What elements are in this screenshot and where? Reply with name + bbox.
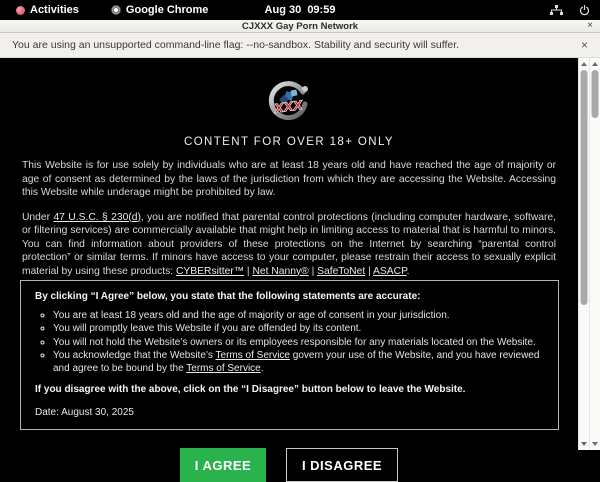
agreement-box: [20, 280, 559, 430]
date-line: Date: August 30, 2025: [35, 406, 134, 418]
asacp-link[interactable]: ASACP: [373, 265, 407, 277]
netnanny-link[interactable]: Net Nanny®: [252, 265, 309, 277]
i-disagree-button[interactable]: I DISAGREE: [286, 448, 398, 482]
network-icon[interactable]: [550, 5, 563, 16]
agreement-item-text: You acknowledge that the Website’s: [53, 350, 216, 361]
parental-control-paragraph: [22, 211, 556, 279]
outer-scrollbar[interactable]: [578, 58, 589, 450]
agreement-item: ◦ You will promptly leave this Website if you are offended by its content.: [53, 323, 544, 336]
p2-text: Under: [22, 211, 54, 223]
link-separator: |: [365, 265, 374, 277]
intro-paragraph: This Website is for use solely by individuals who are at least 18 years old and have reached the age of majority or age of consent as determined by the laws of the jurisdiction from which they are accessing the Website. Accessing this Website while underage might be prohibited by law.: [22, 160, 556, 198]
safetonet-link[interactable]: SafeToNet: [317, 265, 366, 277]
window-title-bar: [0, 20, 600, 33]
p2-text: , you are notified that parental control protections (including computer hardware, software, or filtering services) are commercially available that might help in limiting access to material that is harmful to minors. You can find information about providers of these protections on the Internet by searching “parental control protection” or similar terms. If minors have access to your computer, please restrain their access to sexually explicit material by using these products:: [22, 211, 556, 277]
agreement-list: [37, 310, 544, 376]
agreement-item-text: .: [260, 362, 264, 374]
scroll-down-icon[interactable]: [581, 442, 587, 446]
scrollbar-region: [578, 58, 600, 450]
inner-scrollbar-thumb[interactable]: [592, 70, 599, 118]
p2-text: .: [406, 265, 410, 277]
inner-scrollbar[interactable]: [589, 58, 600, 450]
terms-of-service-link[interactable]: Terms of Service: [215, 350, 290, 361]
infobar-close-icon[interactable]: ×: [580, 38, 588, 52]
cybersitter-link[interactable]: CYBERsitter™: [175, 265, 245, 277]
age-gate-buttons: [0, 448, 578, 482]
terms-of-service-link[interactable]: Terms of Service: [186, 362, 261, 374]
usc-230d-link[interactable]: 47 U.S.C. § 230(d): [53, 211, 141, 223]
scroll-up-icon[interactable]: [581, 62, 587, 66]
infobar-message: You are using an unsupported command-line flag: --no-sandbox. Stability and security will suffer.: [12, 39, 460, 51]
agreement-item: [53, 350, 544, 375]
activities-label: Activities: [30, 4, 79, 16]
scroll-up-icon[interactable]: [592, 62, 598, 66]
site-logo: [267, 80, 311, 129]
link-separator: |: [244, 265, 253, 277]
agreement-item: ◦ You are at least 18 years old and the age of majority or age of consent in your jurisdiction.: [53, 310, 544, 323]
window-title: CJXXX Gay Porn Network: [241, 20, 359, 32]
power-icon[interactable]: [579, 5, 590, 16]
age-gate-heading: CONTENT FOR OVER 18+ ONLY: [184, 136, 394, 148]
app-menu-label: Google Chrome: [125, 4, 209, 16]
disagree-note: If you disagree with the above, click on the “I Disagree” button below to leave the Website.: [35, 384, 466, 395]
i-agree-button[interactable]: I AGREE: [180, 448, 266, 482]
agreement-item: ◦ You will not hold the Website’s owners or its employees responsible for any materials located on the Website.: [53, 337, 544, 350]
agreement-item-text: govern your use of the Website, and you have reviewed and agree to be bound by the: [53, 350, 540, 374]
clock[interactable]: Aug 30 09:59: [264, 4, 336, 16]
system-top-bar: [0, 0, 600, 20]
outer-scrollbar-thumb[interactable]: [581, 70, 588, 305]
chrome-infobar: [0, 33, 600, 58]
scroll-down-icon[interactable]: [592, 442, 598, 446]
link-separator: |: [308, 265, 318, 277]
svg-text:xxx: xxx: [272, 94, 304, 117]
window-close-icon[interactable]: ×: [587, 20, 593, 31]
page-content: [0, 58, 578, 473]
agreement-intro: By clicking “I Agree” below, you state that the following statements are accurate:: [35, 291, 421, 302]
